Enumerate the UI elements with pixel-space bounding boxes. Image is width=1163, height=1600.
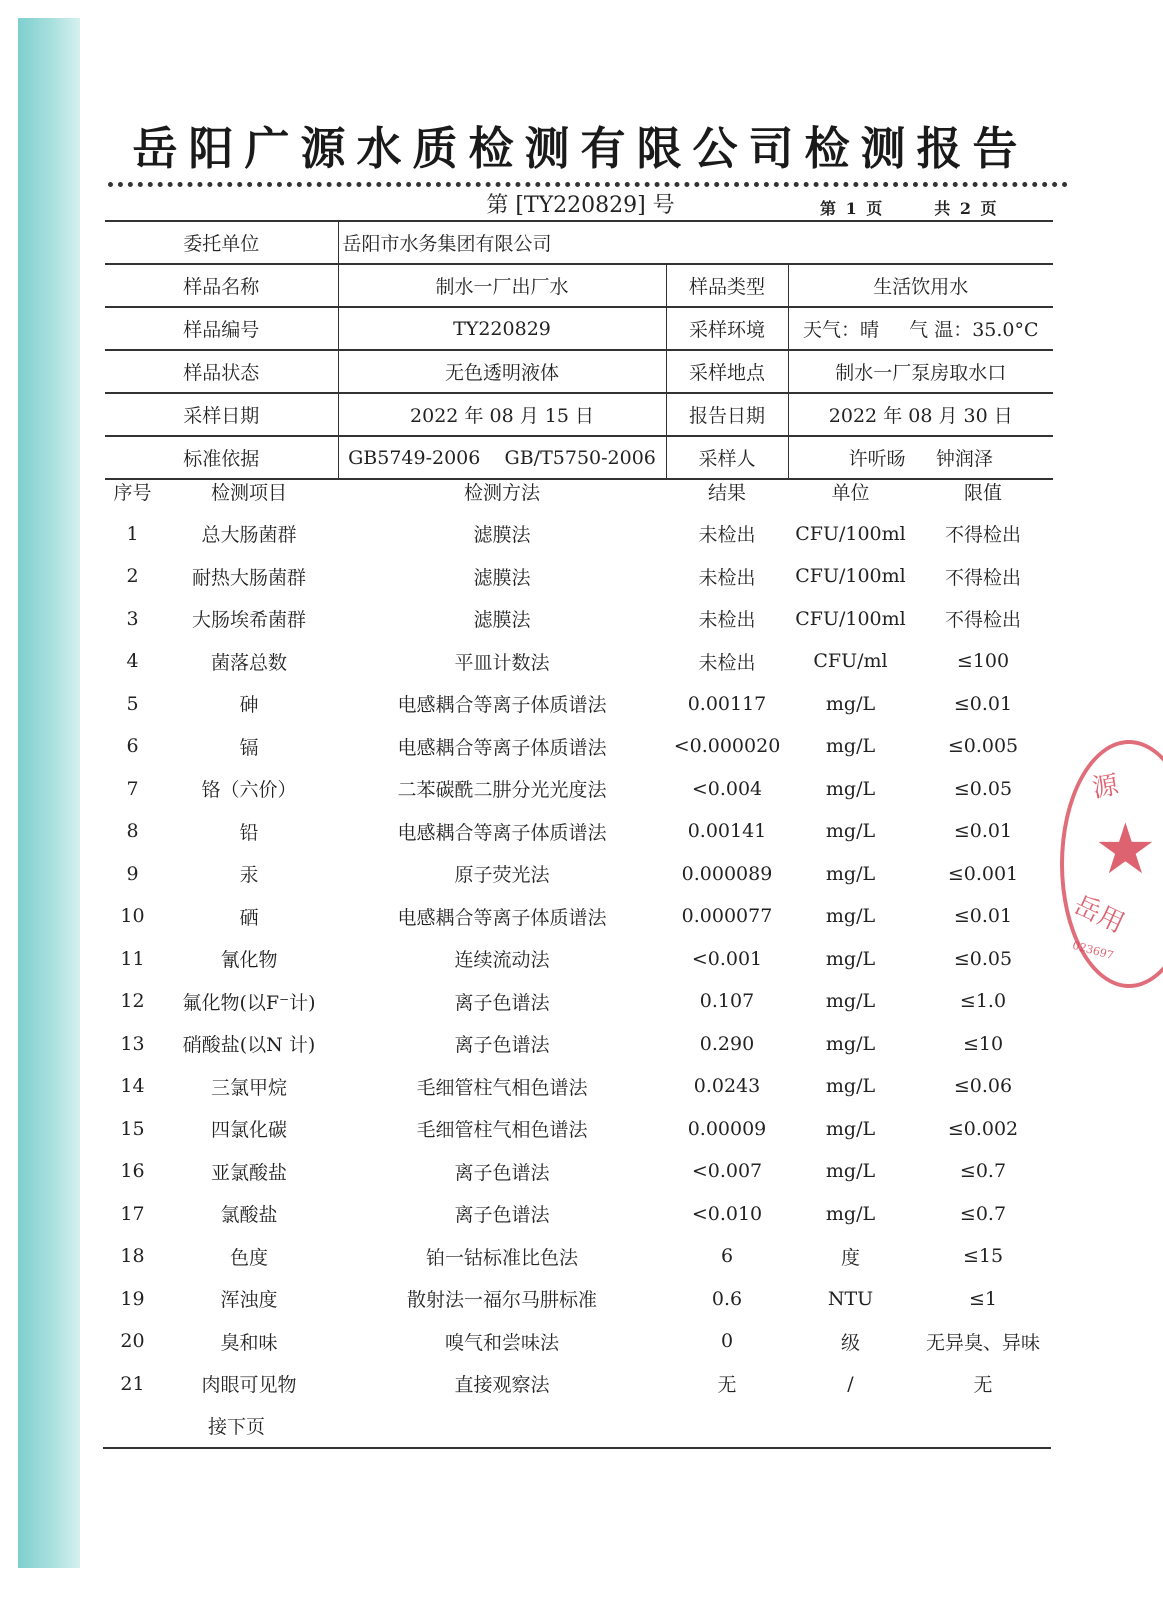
row-method: 电感耦合等离子体质谱法: [397, 694, 607, 717]
row-result: 无: [717, 1374, 737, 1397]
col-header-result: 结果: [707, 481, 746, 504]
row-limit: ≤1.0: [959, 990, 1007, 1013]
row-result: 0.00117: [687, 692, 767, 715]
row-unit: mg/L: [825, 947, 876, 970]
row-unit: mg/L: [825, 692, 876, 715]
row-result: 0.00009: [687, 1117, 767, 1140]
row-method: 电感耦合等离子体质谱法: [397, 821, 607, 844]
row-index: 1: [126, 522, 139, 545]
col-header-unit: 单位: [831, 481, 870, 504]
row-method: 连续流动法: [454, 949, 550, 972]
page-indicator: [820, 196, 999, 219]
row-item: 总大肠菌群: [201, 524, 297, 547]
row-unit: mg/L: [825, 1160, 876, 1183]
row-index: 18: [120, 1245, 145, 1268]
row-index: 19: [120, 1287, 145, 1310]
info-row-client: [105, 221, 1053, 264]
row-limit: ≤0.06: [953, 1075, 1013, 1098]
client-value: 岳阳市水务集团有限公司: [338, 221, 1053, 264]
table-row: [105, 1278, 1053, 1321]
row-unit: mg/L: [825, 862, 876, 885]
row-result: <0.004: [691, 777, 763, 800]
row-method: 铂一钴标准比色法: [425, 1246, 578, 1269]
row-method: 原子荧光法: [454, 864, 550, 887]
location-label: 采样地点: [666, 350, 788, 393]
row-item: 砷: [239, 694, 259, 717]
report-date-label: 报告日期: [666, 393, 788, 436]
row-method: 滤膜法: [473, 609, 531, 632]
row-result: <0.010: [691, 1202, 763, 1225]
env-weather: 天气：晴: [802, 319, 879, 341]
table-row: [105, 853, 1053, 896]
row-item: 硒: [239, 906, 259, 929]
row-result: 0.00141: [687, 820, 767, 843]
row-result: 0.290: [699, 1032, 755, 1055]
row-item: 臭和味: [220, 1331, 278, 1354]
row-unit: /: [847, 1372, 854, 1395]
report-date-value: 2022 年 08 月 30 日: [788, 393, 1053, 436]
row-unit: CFU/100ml: [795, 565, 906, 588]
row-index: 4: [126, 650, 139, 673]
row-unit: mg/L: [825, 905, 876, 928]
row-item: 色度: [229, 1246, 268, 1269]
table-row: [105, 810, 1053, 853]
results-table: [105, 470, 1053, 1405]
row-item: 四氯化碳: [210, 1119, 287, 1142]
sampler-1: 许听旸: [848, 448, 906, 470]
sample-date-label: 采样日期: [105, 393, 338, 436]
row-item: 耐热大肠菌群: [191, 566, 306, 589]
table-row: [105, 1065, 1053, 1108]
row-limit: ≤15: [962, 1245, 1004, 1268]
table-row: [105, 598, 1053, 641]
row-unit: 度: [840, 1246, 860, 1269]
row-limit: ≤0.01: [953, 905, 1013, 928]
row-item: 亚氯酸盐: [210, 1161, 287, 1184]
row-unit: mg/L: [825, 990, 876, 1013]
row-unit: NTU: [827, 1287, 874, 1310]
seal-text-bottom: 岳用: [1069, 890, 1129, 940]
row-unit: mg/L: [825, 820, 876, 843]
row-item: 氯酸盐: [220, 1204, 278, 1227]
report-number: 第 [TY220829] 号: [486, 193, 675, 218]
table-row: [105, 1193, 1053, 1236]
row-unit: mg/L: [825, 1117, 876, 1140]
row-item: 镉: [239, 736, 259, 759]
standard-value-2: GB/T5750-2006: [504, 446, 656, 469]
client-label: 委托单位: [105, 221, 338, 264]
bottom-rule: [103, 1447, 1051, 1449]
row-method: 离子色谱法: [454, 1034, 550, 1057]
row-index: 8: [126, 820, 139, 843]
row-method: 滤膜法: [473, 524, 531, 547]
row-unit: mg/L: [825, 777, 876, 800]
table-row: [105, 1363, 1053, 1406]
row-limit: ≤100: [956, 650, 1010, 673]
row-item: 浑浊度: [220, 1289, 278, 1312]
row-limit: ≤10: [962, 1032, 1004, 1055]
row-result: 未检出: [698, 609, 756, 632]
info-row-sample-no: [105, 307, 1053, 350]
row-index: 21: [120, 1372, 145, 1395]
row-result: 0.107: [699, 990, 755, 1013]
row-result: 0.000077: [681, 905, 773, 928]
table-row: [105, 1150, 1053, 1193]
row-result: 0.000089: [681, 862, 773, 885]
env-label: 采样环境: [666, 307, 788, 350]
row-result: <0.007: [691, 1160, 763, 1183]
env-temp: 气 温：35.0°C: [909, 319, 1039, 341]
row-limit: ≤0.01: [953, 820, 1013, 843]
row-unit: CFU/100ml: [795, 607, 906, 630]
col-header-limit: 限值: [963, 481, 1002, 504]
red-seal: [1060, 740, 1163, 988]
row-limit: ≤0.7: [959, 1160, 1007, 1183]
row-index: 17: [120, 1202, 145, 1225]
sample-name-label: 样品名称: [105, 264, 338, 307]
row-index: 7: [126, 777, 139, 800]
row-limit: ≤0.002: [947, 1117, 1019, 1140]
table-row: [105, 640, 1053, 683]
row-index: 3: [126, 607, 139, 630]
table-row: [105, 895, 1053, 938]
continue-note: 接下页: [208, 1416, 266, 1438]
row-index: 5: [126, 692, 139, 715]
state-value: 无色透明液体: [338, 350, 666, 393]
row-method: 电感耦合等离子体质谱法: [397, 906, 607, 929]
sample-info-table: [105, 220, 1053, 480]
row-index: 13: [120, 1032, 145, 1055]
standard-value-1: GB5749-2006: [348, 446, 481, 469]
row-unit: mg/L: [825, 735, 876, 758]
table-row: [105, 513, 1053, 556]
row-method: 离子色谱法: [454, 991, 550, 1014]
sampler-label: 采样人: [666, 436, 788, 479]
seal-star-icon: ★: [1094, 808, 1157, 890]
total-pages: 共 2 页: [934, 199, 999, 218]
table-row: [105, 1023, 1053, 1066]
row-result: 0.0243: [693, 1075, 761, 1098]
row-item: 肉眼可见物: [201, 1374, 297, 1397]
row-method: 嗅气和尝味法: [444, 1331, 559, 1354]
row-limit: 不得检出: [944, 524, 1021, 547]
row-result: 未检出: [698, 566, 756, 589]
row-limit: 无: [973, 1374, 993, 1397]
row-index: 2: [126, 565, 139, 588]
row-unit: CFU/100ml: [795, 522, 906, 545]
row-result: <0.000020: [673, 735, 781, 758]
row-result: 未检出: [698, 524, 756, 547]
row-index: 10: [120, 905, 145, 928]
sample-date-value: 2022 年 08 月 15 日: [338, 393, 666, 436]
row-limit: ≤0.05: [953, 777, 1013, 800]
row-unit: mg/L: [825, 1032, 876, 1055]
row-unit: CFU/ml: [813, 650, 888, 673]
row-index: 11: [120, 947, 145, 970]
state-label: 样品状态: [105, 350, 338, 393]
row-index: 9: [126, 862, 139, 885]
row-method: 二苯碳酰二肼分光光度法: [397, 779, 607, 802]
binding-strip: [18, 18, 80, 1568]
row-method: 电感耦合等离子体质谱法: [397, 736, 607, 759]
row-method: 直接观察法: [454, 1374, 550, 1397]
info-row-sample-name: [105, 264, 1053, 307]
seal-text-top: 源: [1090, 769, 1121, 804]
row-index: 16: [120, 1160, 145, 1183]
table-row: [105, 768, 1053, 811]
col-header-index: 序号: [113, 481, 152, 504]
row-item: 菌落总数: [210, 651, 287, 674]
row-method: 毛细管柱气相色谱法: [416, 1119, 588, 1142]
table-row: [105, 1320, 1053, 1363]
row-limit: ≤0.01: [953, 692, 1013, 715]
current-page: 第 1 页: [820, 199, 885, 218]
info-row-state: [105, 350, 1053, 393]
row-method: 离子色谱法: [454, 1204, 550, 1227]
row-limit: 无异臭、异味: [925, 1331, 1040, 1354]
table-row: [105, 980, 1053, 1023]
table-row: [105, 1108, 1053, 1151]
row-unit: mg/L: [825, 1202, 876, 1225]
row-result: 6: [720, 1245, 734, 1268]
row-item: 硝酸盐(以N 计): [182, 1034, 316, 1057]
row-limit: ≤0.7: [959, 1202, 1007, 1225]
row-result: 未检出: [698, 651, 756, 674]
title-divider: [108, 182, 1068, 187]
row-index: 12: [120, 990, 145, 1013]
row-unit: mg/L: [825, 1075, 876, 1098]
seal-code: 023697: [1071, 938, 1115, 963]
info-row-dates: [105, 393, 1053, 436]
row-index: 14: [120, 1075, 145, 1098]
report-title: 岳阳广源水质检测有限公司检测报告: [132, 122, 1029, 175]
row-method: 平皿计数法: [454, 651, 550, 674]
table-row: [105, 683, 1053, 726]
row-limit: ≤0.05: [953, 947, 1013, 970]
row-item: 氰化物: [220, 949, 278, 972]
sampler-2: 钟润泽: [935, 448, 993, 470]
col-header-item: 检测项目: [210, 481, 287, 504]
sample-name-value: 制水一厂出厂水: [338, 264, 666, 307]
standard-label: 标准依据: [105, 436, 338, 479]
row-item: 三氯甲烷: [210, 1076, 287, 1099]
row-result: <0.001: [691, 947, 763, 970]
sample-no-label: 样品编号: [105, 307, 338, 350]
row-limit: 不得检出: [944, 566, 1021, 589]
row-item: 汞: [239, 864, 259, 887]
row-result: 0: [720, 1330, 734, 1353]
row-index: 20: [120, 1330, 145, 1353]
table-row: [105, 725, 1053, 768]
row-result: 0.6: [711, 1287, 743, 1310]
row-item: 大肠埃希菌群: [191, 609, 306, 632]
results-body: [105, 513, 1053, 1406]
row-item: 氟化物(以F⁻计): [182, 991, 316, 1014]
env-value: [788, 307, 1053, 350]
location-value: 制水一厂泵房取水口: [788, 350, 1053, 393]
row-method: 离子色谱法: [454, 1161, 550, 1184]
row-method: 滤膜法: [473, 566, 531, 589]
col-header-method: 检测方法: [463, 481, 540, 504]
row-index: 15: [120, 1117, 145, 1140]
row-index: 6: [126, 735, 139, 758]
sample-type-value: 生活饮用水: [788, 264, 1053, 307]
sample-type-label: 样品类型: [666, 264, 788, 307]
row-method: 散射法一福尔马肼标准: [406, 1289, 597, 1312]
row-limit: ≤1: [968, 1287, 997, 1310]
table-row: [105, 555, 1053, 598]
row-item: 铅: [239, 821, 259, 844]
row-method: 毛细管柱气相色谱法: [416, 1076, 588, 1099]
sample-no-value: TY220829: [338, 307, 666, 350]
row-limit: ≤0.005: [947, 735, 1019, 758]
row-limit: ≤0.001: [947, 862, 1019, 885]
results-header-row: [105, 470, 1053, 513]
row-unit: 级: [840, 1331, 860, 1354]
table-row: [105, 938, 1053, 981]
table-row: [105, 1235, 1053, 1278]
row-item: 铬（六价）: [201, 779, 297, 802]
row-limit: 不得检出: [944, 609, 1021, 632]
